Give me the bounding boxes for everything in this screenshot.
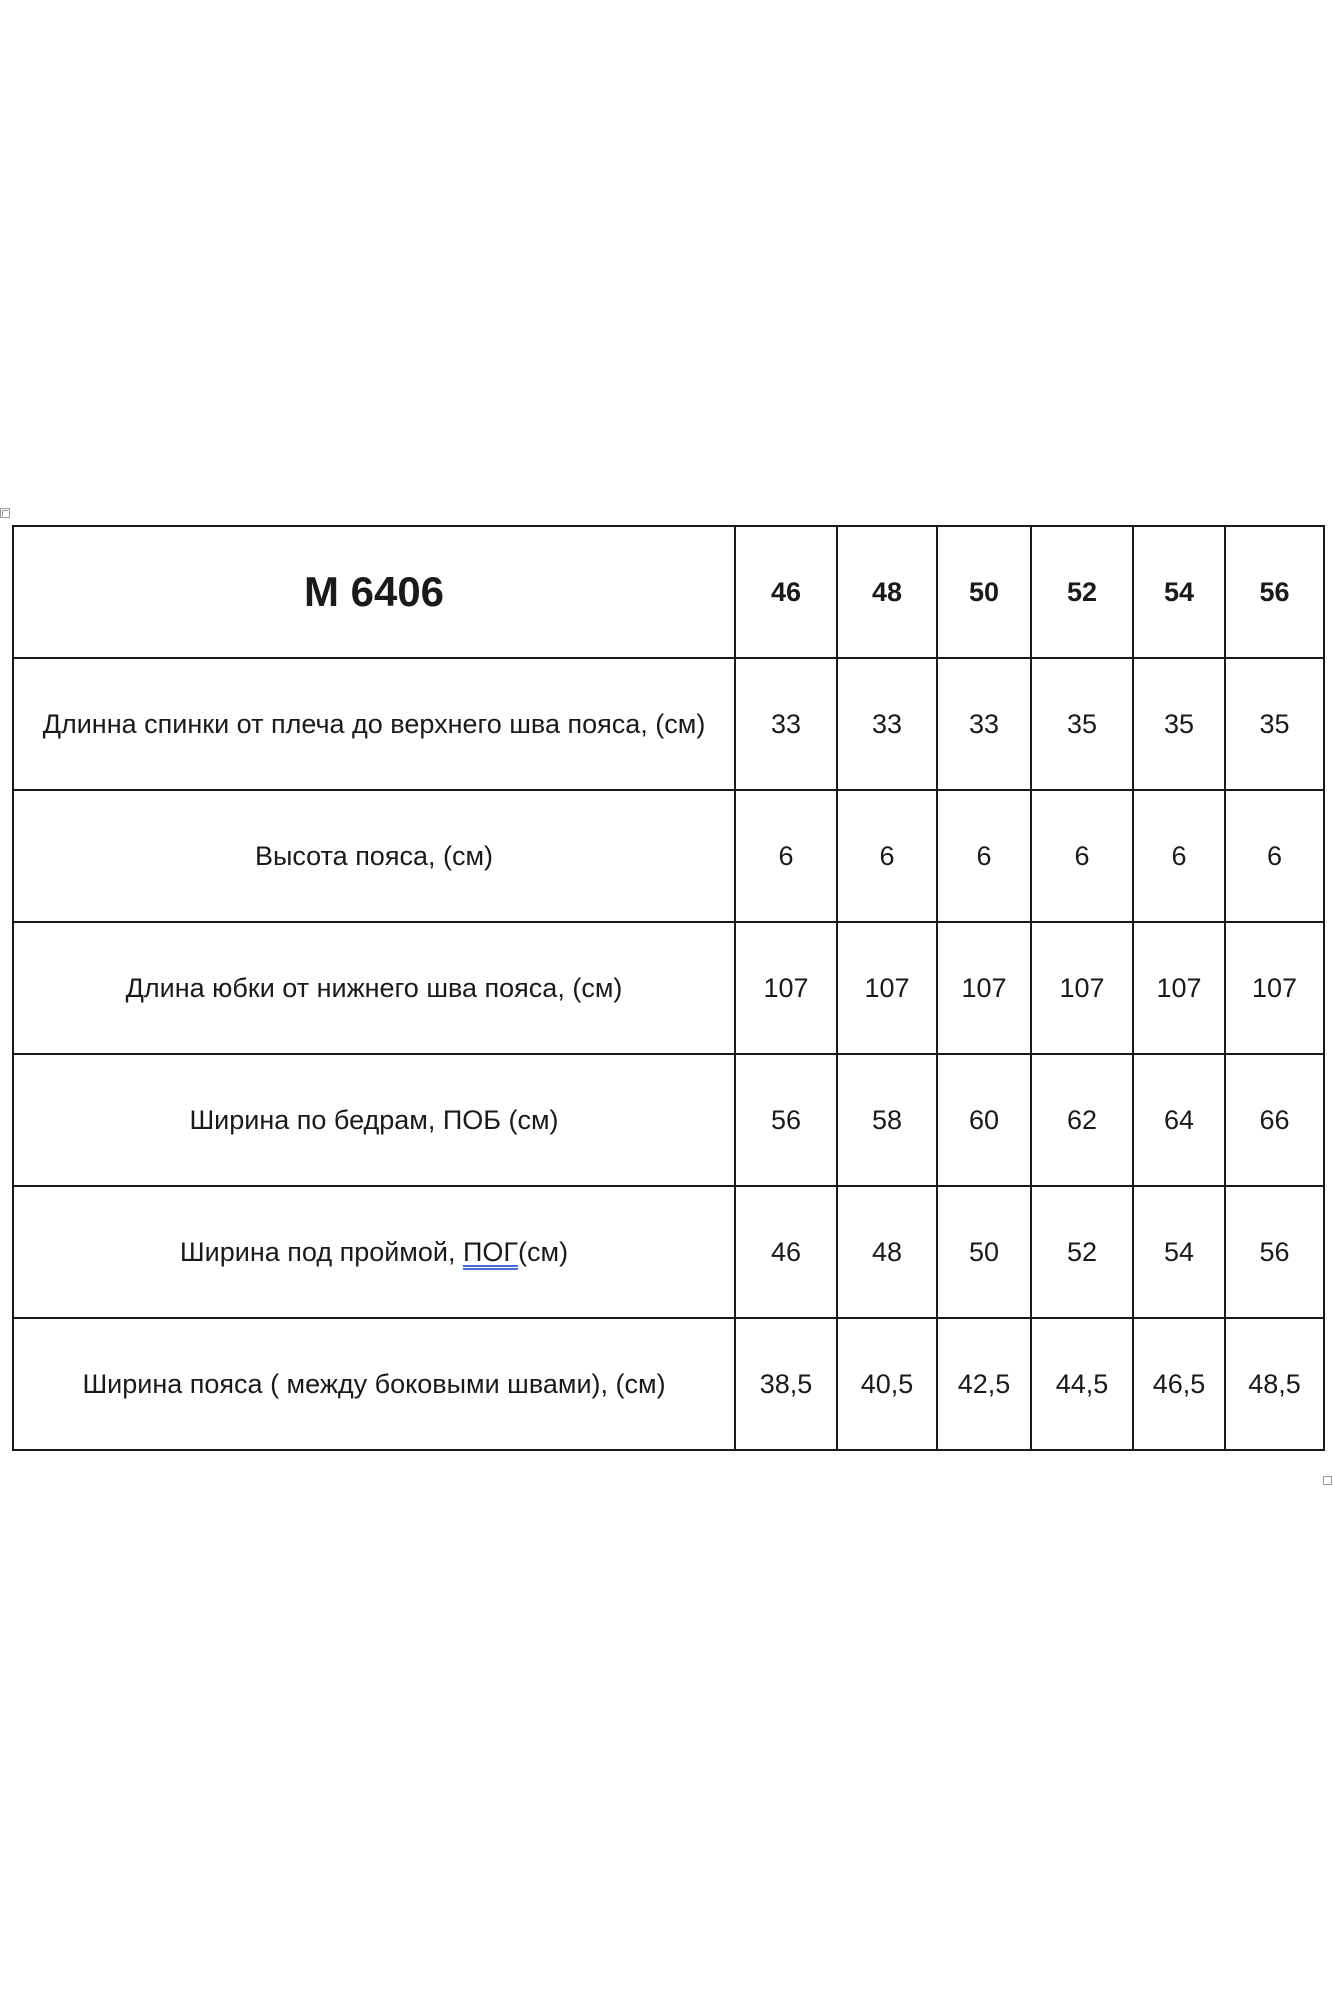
measurement-value: 46 <box>735 1186 837 1318</box>
measurement-label: Ширина по бедрам, ПОБ (см) <box>13 1054 735 1186</box>
measurement-value: 44,5 <box>1031 1318 1133 1450</box>
measurement-value: 33 <box>735 658 837 790</box>
measurement-value: 107 <box>937 922 1031 1054</box>
measurement-value: 56 <box>735 1054 837 1186</box>
measurement-label: Длинна спинки от плеча до верхнего шва пояса, (см) <box>13 658 735 790</box>
measurement-value: 107 <box>837 922 937 1054</box>
table-row <box>13 1054 1324 1186</box>
measurement-value: 62 <box>1031 1054 1133 1186</box>
measurement-value: 35 <box>1225 658 1324 790</box>
measurement-value: 48 <box>837 1186 937 1318</box>
measurement-value: 38,5 <box>735 1318 837 1450</box>
size-header: 56 <box>1225 526 1324 658</box>
measurement-value: 42,5 <box>937 1318 1031 1450</box>
measurement-value: 33 <box>837 658 937 790</box>
table-row <box>13 658 1324 790</box>
measurement-value: 6 <box>1225 790 1324 922</box>
measurement-label <box>13 1186 735 1318</box>
measurement-value: 56 <box>1225 1186 1324 1318</box>
table-header-row <box>13 526 1324 658</box>
size-header: 52 <box>1031 526 1133 658</box>
measurement-value: 107 <box>1133 922 1225 1054</box>
table-row <box>13 922 1324 1054</box>
measurement-value: 107 <box>1225 922 1324 1054</box>
measurement-value: 52 <box>1031 1186 1133 1318</box>
measurement-value: 6 <box>837 790 937 922</box>
size-header: 50 <box>937 526 1031 658</box>
label-text: Ширина под проймой, <box>179 1236 463 1267</box>
measurement-value: 58 <box>837 1054 937 1186</box>
measurement-label: Высота пояса, (см) <box>13 790 735 922</box>
measurement-value: 6 <box>735 790 837 922</box>
measurement-value: 6 <box>937 790 1031 922</box>
size-header: 46 <box>735 526 837 658</box>
measurement-value: 6 <box>1031 790 1133 922</box>
measurement-value: 64 <box>1133 1054 1225 1186</box>
measurement-value: 35 <box>1133 658 1225 790</box>
spellcheck-underlined-word: ПОГ <box>462 1236 519 1267</box>
table-row <box>13 1318 1324 1450</box>
table-row <box>13 1186 1324 1318</box>
measurement-value: 66 <box>1225 1054 1324 1186</box>
model-number: М 6406 <box>13 526 735 658</box>
measurement-value: 6 <box>1133 790 1225 922</box>
measurement-value: 107 <box>1031 922 1133 1054</box>
measurement-value: 46,5 <box>1133 1318 1225 1450</box>
label-unit: (см) <box>518 1236 569 1267</box>
table-anchor-icon[interactable] <box>0 508 10 518</box>
table-row <box>13 790 1324 922</box>
measurement-value: 60 <box>937 1054 1031 1186</box>
measurement-value: 48,5 <box>1225 1318 1324 1450</box>
measurement-label: Длина юбки от нижнего шва пояса, (см) <box>13 922 735 1054</box>
measurement-value: 107 <box>735 922 837 1054</box>
measurement-value: 33 <box>937 658 1031 790</box>
measurement-value: 35 <box>1031 658 1133 790</box>
size-chart-table <box>12 525 1325 1451</box>
size-header: 54 <box>1133 526 1225 658</box>
table-resize-handle-icon[interactable] <box>1323 1476 1332 1485</box>
measurement-value: 40,5 <box>837 1318 937 1450</box>
size-header: 48 <box>837 526 937 658</box>
measurement-label: Ширина пояса ( между боковыми швами), (см) <box>13 1318 735 1450</box>
measurement-value: 54 <box>1133 1186 1225 1318</box>
measurement-value: 50 <box>937 1186 1031 1318</box>
